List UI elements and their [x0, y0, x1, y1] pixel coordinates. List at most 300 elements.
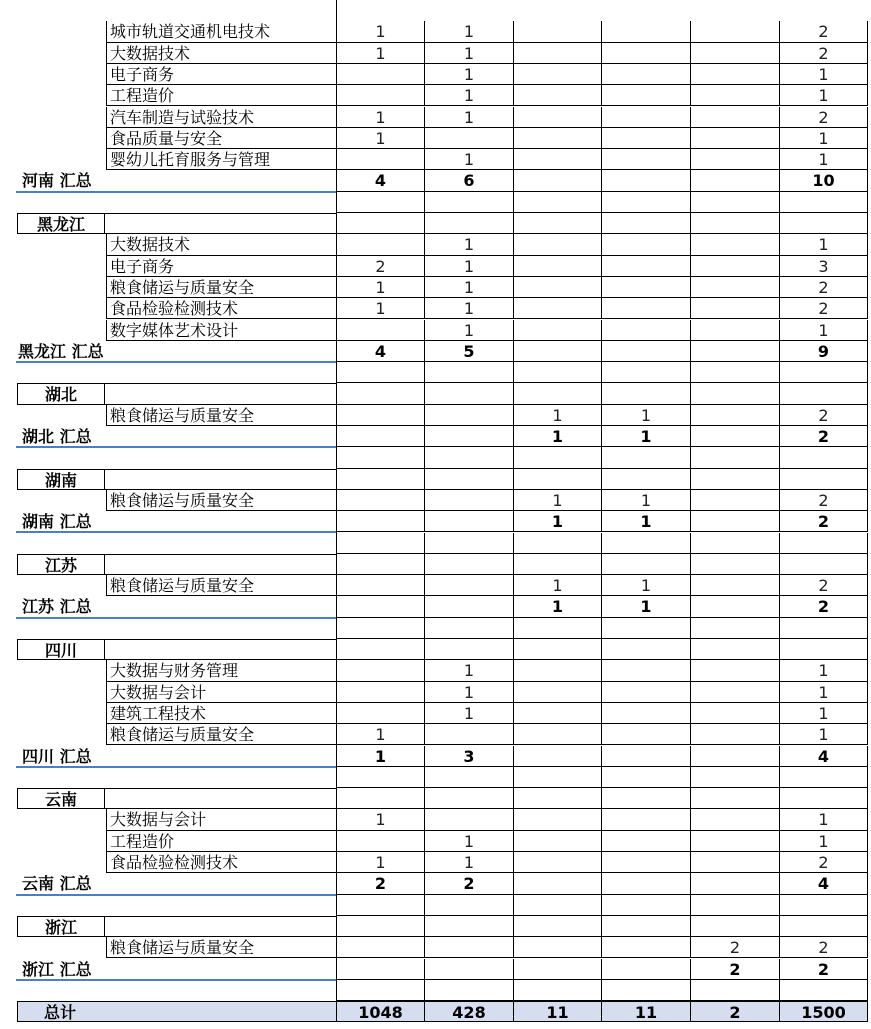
value-cell[interactable] — [425, 128, 514, 149]
province-header-cell[interactable]: 云南 — [17, 788, 105, 809]
value-cell[interactable] — [691, 85, 780, 106]
value-cell[interactable] — [425, 383, 514, 404]
value-cell[interactable] — [337, 320, 425, 341]
value-cell[interactable] — [514, 43, 602, 64]
value-cell[interactable] — [780, 895, 868, 916]
value-cell[interactable]: 2 — [780, 852, 868, 873]
value-cell[interactable] — [691, 426, 780, 447]
value-cell[interactable] — [425, 724, 514, 745]
value-cell[interactable] — [780, 980, 868, 1001]
value-cell[interactable] — [691, 618, 780, 639]
value-cell[interactable] — [514, 916, 602, 937]
value-cell[interactable] — [602, 809, 691, 830]
value-cell[interactable]: 1 — [514, 596, 602, 617]
program-name-cell[interactable]: 城市轨道交通机电技术 — [106, 21, 337, 42]
value-cell[interactable]: 1 — [425, 682, 514, 703]
value-cell[interactable]: 2 — [780, 511, 868, 532]
value-cell[interactable] — [780, 383, 868, 404]
value-cell[interactable] — [337, 788, 425, 809]
program-name-cell[interactable]: 粮食储运与质量安全 — [106, 277, 337, 298]
value-cell[interactable]: 1 — [602, 405, 691, 426]
program-name-cell[interactable]: 汽车制造与试验技术 — [106, 107, 337, 128]
province-header-cell[interactable]: 四川 — [17, 639, 105, 660]
value-cell[interactable] — [691, 511, 780, 532]
value-cell[interactable] — [514, 682, 602, 703]
value-cell[interactable] — [691, 554, 780, 575]
program-name-cell[interactable]: 电子商务 — [106, 64, 337, 85]
value-cell[interactable] — [514, 873, 602, 894]
value-cell[interactable] — [602, 788, 691, 809]
value-cell[interactable]: 2 — [780, 575, 868, 596]
program-name-cell[interactable]: 食品质量与安全 — [106, 128, 337, 149]
value-cell[interactable] — [514, 277, 602, 298]
province-summary-label[interactable]: 湖北 汇总 — [22, 427, 92, 446]
value-cell[interactable] — [602, 767, 691, 788]
value-cell[interactable] — [691, 43, 780, 64]
value-cell[interactable]: 428 — [425, 1001, 514, 1022]
value-cell[interactable] — [514, 447, 602, 468]
value-cell[interactable] — [514, 937, 602, 958]
value-cell[interactable] — [780, 767, 868, 788]
value-cell[interactable] — [337, 554, 425, 575]
value-cell[interactable] — [514, 85, 602, 106]
value-cell[interactable] — [602, 682, 691, 703]
value-cell[interactable] — [514, 21, 602, 42]
value-cell[interactable] — [514, 980, 602, 1001]
value-cell[interactable] — [691, 405, 780, 426]
province-header-cell[interactable]: 湖北 — [17, 383, 105, 404]
value-cell[interactable]: 2 — [780, 21, 868, 42]
value-cell[interactable] — [514, 170, 602, 191]
value-cell[interactable] — [691, 107, 780, 128]
value-cell[interactable] — [602, 43, 691, 64]
value-cell[interactable] — [425, 554, 514, 575]
value-cell[interactable] — [691, 192, 780, 213]
value-cell[interactable]: 1 — [602, 575, 691, 596]
value-cell[interactable]: 1 — [337, 107, 425, 128]
program-name-cell[interactable]: 工程造价 — [106, 85, 337, 106]
value-cell[interactable] — [691, 362, 780, 383]
value-cell[interactable]: 2 — [780, 107, 868, 128]
value-cell[interactable] — [514, 149, 602, 170]
value-cell[interactable] — [691, 298, 780, 319]
value-cell[interactable] — [602, 149, 691, 170]
value-cell[interactable] — [425, 809, 514, 830]
value-cell[interactable]: 3 — [425, 746, 514, 767]
value-cell[interactable] — [337, 937, 425, 958]
program-name-cell[interactable]: 建筑工程技术 — [106, 703, 337, 724]
value-cell[interactable] — [602, 234, 691, 255]
value-cell[interactable] — [514, 213, 602, 234]
value-cell[interactable]: 2 — [337, 256, 425, 277]
province-summary-label[interactable]: 河南 汇总 — [22, 171, 92, 191]
value-cell[interactable]: 1 — [514, 575, 602, 596]
value-cell[interactable] — [425, 511, 514, 532]
value-cell[interactable] — [337, 767, 425, 788]
value-cell[interactable] — [691, 746, 780, 767]
value-cell[interactable] — [514, 809, 602, 830]
value-cell[interactable]: 1 — [780, 831, 868, 852]
value-cell[interactable] — [602, 85, 691, 106]
value-cell[interactable] — [602, 256, 691, 277]
value-cell[interactable] — [780, 192, 868, 213]
value-cell[interactable] — [514, 788, 602, 809]
value-cell[interactable] — [691, 149, 780, 170]
value-cell[interactable] — [337, 213, 425, 234]
program-name-cell[interactable]: 粮食储运与质量安全 — [106, 724, 337, 745]
value-cell[interactable]: 1 — [425, 320, 514, 341]
value-cell[interactable] — [691, 64, 780, 85]
value-cell[interactable] — [337, 192, 425, 213]
value-cell[interactable] — [425, 767, 514, 788]
value-cell[interactable] — [514, 383, 602, 404]
value-cell[interactable] — [425, 596, 514, 617]
value-cell[interactable] — [602, 916, 691, 937]
value-cell[interactable] — [337, 895, 425, 916]
program-name-cell[interactable]: 大数据与财务管理 — [106, 660, 337, 681]
value-cell[interactable]: 1 — [780, 149, 868, 170]
value-cell[interactable] — [602, 895, 691, 916]
value-cell[interactable] — [691, 277, 780, 298]
value-cell[interactable] — [514, 128, 602, 149]
value-cell[interactable] — [514, 852, 602, 873]
value-cell[interactable] — [691, 980, 780, 1001]
value-cell[interactable] — [337, 405, 425, 426]
value-cell[interactable]: 4 — [337, 341, 425, 362]
value-cell[interactable]: 1 — [425, 703, 514, 724]
value-cell[interactable]: 1 — [425, 234, 514, 255]
value-cell[interactable] — [602, 298, 691, 319]
value-cell[interactable]: 2 — [780, 426, 868, 447]
value-cell[interactable] — [514, 618, 602, 639]
value-cell[interactable]: 1 — [780, 85, 868, 106]
value-cell[interactable] — [514, 107, 602, 128]
value-cell[interactable] — [691, 533, 780, 554]
value-cell[interactable] — [425, 639, 514, 660]
value-cell[interactable]: 1 — [337, 809, 425, 830]
value-cell[interactable] — [691, 128, 780, 149]
value-cell[interactable]: 1 — [780, 809, 868, 830]
program-name-cell[interactable]: 粮食储运与质量安全 — [106, 405, 337, 426]
value-cell[interactable] — [691, 490, 780, 511]
value-cell[interactable] — [602, 660, 691, 681]
value-cell[interactable]: 2 — [780, 490, 868, 511]
program-name-cell[interactable]: 粮食储运与质量安全 — [106, 490, 337, 511]
value-cell[interactable]: 2 — [780, 959, 868, 980]
value-cell[interactable] — [337, 575, 425, 596]
value-cell[interactable] — [514, 341, 602, 362]
value-cell[interactable] — [425, 959, 514, 980]
value-cell[interactable]: 1 — [337, 277, 425, 298]
value-cell[interactable] — [425, 447, 514, 468]
value-cell[interactable]: 1 — [337, 128, 425, 149]
value-cell[interactable] — [425, 490, 514, 511]
value-cell[interactable] — [337, 959, 425, 980]
value-cell[interactable]: 4 — [337, 170, 425, 191]
value-cell[interactable]: 11 — [514, 1001, 602, 1022]
value-cell[interactable]: 10 — [780, 170, 868, 191]
value-cell[interactable]: 2 — [691, 937, 780, 958]
value-cell[interactable] — [337, 703, 425, 724]
value-cell[interactable] — [691, 341, 780, 362]
value-cell[interactable]: 9 — [780, 341, 868, 362]
value-cell[interactable] — [337, 980, 425, 1001]
program-name-cell[interactable]: 粮食储运与质量安全 — [106, 575, 337, 596]
province-summary-label[interactable]: 黑龙江 汇总 — [18, 341, 104, 361]
value-cell[interactable] — [780, 788, 868, 809]
value-cell[interactable]: 5 — [425, 341, 514, 362]
value-cell[interactable] — [691, 852, 780, 873]
value-cell[interactable] — [691, 21, 780, 42]
province-summary-label[interactable]: 江苏 汇总 — [22, 597, 92, 617]
value-cell[interactable]: 1 — [337, 298, 425, 319]
program-name-cell[interactable]: 大数据与会计 — [106, 809, 337, 830]
value-cell[interactable]: 1 — [337, 21, 425, 42]
value-cell[interactable] — [691, 213, 780, 234]
program-name-cell[interactable]: 婴幼儿托育服务与管理 — [106, 149, 337, 170]
value-cell[interactable]: 1 — [425, 21, 514, 42]
value-cell[interactable] — [514, 320, 602, 341]
value-cell[interactable] — [514, 724, 602, 745]
value-cell[interactable] — [602, 533, 691, 554]
value-cell[interactable] — [602, 959, 691, 980]
value-cell[interactable]: 2 — [425, 873, 514, 894]
value-cell[interactable] — [691, 469, 780, 490]
value-cell[interactable] — [602, 320, 691, 341]
value-cell[interactable] — [691, 596, 780, 617]
program-name-cell[interactable]: 数字媒体艺术设计 — [106, 320, 337, 341]
value-cell[interactable] — [602, 362, 691, 383]
value-cell[interactable] — [514, 234, 602, 255]
value-cell[interactable] — [602, 170, 691, 191]
value-cell[interactable]: 1 — [425, 298, 514, 319]
value-cell[interactable] — [691, 788, 780, 809]
value-cell[interactable]: 1 — [514, 511, 602, 532]
value-cell[interactable] — [602, 447, 691, 468]
value-cell[interactable] — [425, 895, 514, 916]
value-cell[interactable]: 1048 — [337, 1001, 425, 1022]
value-cell[interactable]: 1 — [425, 831, 514, 852]
value-cell[interactable]: 2 — [691, 1001, 780, 1022]
value-cell[interactable] — [691, 724, 780, 745]
value-cell[interactable] — [602, 873, 691, 894]
value-cell[interactable] — [514, 660, 602, 681]
value-cell[interactable] — [602, 639, 691, 660]
value-cell[interactable] — [691, 170, 780, 191]
value-cell[interactable] — [780, 916, 868, 937]
program-name-cell[interactable]: 大数据技术 — [106, 43, 337, 64]
value-cell[interactable] — [691, 639, 780, 660]
value-cell[interactable] — [780, 554, 868, 575]
value-cell[interactable] — [602, 980, 691, 1001]
value-cell[interactable] — [514, 554, 602, 575]
value-cell[interactable] — [691, 873, 780, 894]
value-cell[interactable] — [691, 660, 780, 681]
value-cell[interactable] — [691, 320, 780, 341]
value-cell[interactable]: 1 — [425, 85, 514, 106]
value-cell[interactable] — [425, 575, 514, 596]
value-cell[interactable] — [691, 256, 780, 277]
value-cell[interactable]: 2 — [780, 43, 868, 64]
value-cell[interactable]: 1 — [780, 320, 868, 341]
value-cell[interactable] — [514, 256, 602, 277]
value-cell[interactable]: 4 — [780, 873, 868, 894]
program-name-cell[interactable]: 大数据技术 — [106, 234, 337, 255]
value-cell[interactable] — [337, 362, 425, 383]
value-cell[interactable] — [691, 916, 780, 937]
value-cell[interactable] — [514, 703, 602, 724]
value-cell[interactable] — [514, 639, 602, 660]
value-cell[interactable] — [602, 277, 691, 298]
value-cell[interactable] — [425, 192, 514, 213]
value-cell[interactable]: 1 — [602, 511, 691, 532]
province-header-cell[interactable]: 江苏 — [17, 554, 105, 575]
value-cell[interactable] — [425, 916, 514, 937]
value-cell[interactable] — [780, 639, 868, 660]
value-cell[interactable]: 1 — [780, 234, 868, 255]
value-cell[interactable]: 1 — [602, 490, 691, 511]
value-cell[interactable] — [602, 554, 691, 575]
value-cell[interactable]: 1 — [425, 660, 514, 681]
program-name-cell[interactable]: 电子商务 — [106, 256, 337, 277]
value-cell[interactable] — [337, 64, 425, 85]
value-cell[interactable] — [425, 405, 514, 426]
province-summary-label[interactable]: 浙江 汇总 — [22, 959, 92, 979]
program-name-cell[interactable]: 食品检验检测技术 — [106, 298, 337, 319]
value-cell[interactable]: 2 — [691, 959, 780, 980]
value-cell[interactable]: 1 — [514, 405, 602, 426]
program-name-cell[interactable]: 粮食储运与质量安全 — [106, 937, 337, 958]
value-cell[interactable] — [691, 234, 780, 255]
province-summary-label[interactable]: 四川 汇总 — [22, 746, 92, 766]
value-cell[interactable]: 1 — [514, 490, 602, 511]
value-cell[interactable] — [337, 234, 425, 255]
value-cell[interactable]: 1 — [425, 107, 514, 128]
program-name-cell[interactable]: 大数据与会计 — [106, 682, 337, 703]
value-cell[interactable]: 1 — [425, 43, 514, 64]
value-cell[interactable] — [780, 362, 868, 383]
value-cell[interactable] — [514, 469, 602, 490]
value-cell[interactable]: 3 — [780, 256, 868, 277]
value-cell[interactable] — [602, 383, 691, 404]
value-cell[interactable]: 1 — [780, 682, 868, 703]
value-cell[interactable] — [425, 469, 514, 490]
value-cell[interactable] — [425, 980, 514, 1001]
value-cell[interactable] — [425, 937, 514, 958]
value-cell[interactable]: 6 — [425, 170, 514, 191]
value-cell[interactable]: 1 — [425, 852, 514, 873]
grand-total-label[interactable]: 总计 — [17, 1001, 337, 1022]
value-cell[interactable]: 1 — [602, 596, 691, 617]
value-cell[interactable] — [691, 831, 780, 852]
value-cell[interactable] — [514, 746, 602, 767]
value-cell[interactable] — [780, 469, 868, 490]
value-cell[interactable] — [602, 852, 691, 873]
value-cell[interactable] — [514, 767, 602, 788]
value-cell[interactable] — [602, 341, 691, 362]
value-cell[interactable] — [691, 383, 780, 404]
value-cell[interactable] — [337, 149, 425, 170]
value-cell[interactable] — [337, 85, 425, 106]
value-cell[interactable]: 1 — [425, 277, 514, 298]
value-cell[interactable] — [780, 213, 868, 234]
value-cell[interactable] — [425, 213, 514, 234]
value-cell[interactable] — [691, 447, 780, 468]
value-cell[interactable] — [337, 916, 425, 937]
value-cell[interactable] — [337, 447, 425, 468]
value-cell[interactable] — [780, 447, 868, 468]
value-cell[interactable]: 2 — [780, 596, 868, 617]
value-cell[interactable] — [602, 213, 691, 234]
value-cell[interactable]: 2 — [780, 405, 868, 426]
province-header-cell[interactable]: 黑龙江 — [17, 213, 105, 234]
value-cell[interactable] — [337, 660, 425, 681]
value-cell[interactable] — [691, 767, 780, 788]
value-cell[interactable] — [425, 426, 514, 447]
value-cell[interactable] — [337, 618, 425, 639]
value-cell[interactable] — [425, 533, 514, 554]
value-cell[interactable] — [602, 746, 691, 767]
value-cell[interactable] — [602, 618, 691, 639]
value-cell[interactable] — [514, 64, 602, 85]
value-cell[interactable] — [514, 959, 602, 980]
value-cell[interactable] — [337, 533, 425, 554]
value-cell[interactable] — [602, 703, 691, 724]
value-cell[interactable]: 1 — [425, 64, 514, 85]
province-summary-label[interactable]: 湖南 汇总 — [22, 512, 92, 532]
value-cell[interactable] — [691, 682, 780, 703]
value-cell[interactable] — [337, 490, 425, 511]
value-cell[interactable] — [780, 618, 868, 639]
value-cell[interactable]: 1 — [780, 64, 868, 85]
value-cell[interactable]: 1 — [337, 724, 425, 745]
value-cell[interactable] — [780, 533, 868, 554]
value-cell[interactable]: 2 — [780, 298, 868, 319]
value-cell[interactable] — [602, 937, 691, 958]
value-cell[interactable]: 1 — [780, 660, 868, 681]
value-cell[interactable] — [337, 682, 425, 703]
value-cell[interactable] — [691, 895, 780, 916]
value-cell[interactable] — [602, 21, 691, 42]
value-cell[interactable] — [337, 426, 425, 447]
value-cell[interactable] — [602, 107, 691, 128]
value-cell[interactable]: 4 — [780, 746, 868, 767]
value-cell[interactable] — [425, 362, 514, 383]
value-cell[interactable]: 1500 — [780, 1001, 868, 1022]
value-cell[interactable]: 1 — [602, 426, 691, 447]
value-cell[interactable] — [514, 192, 602, 213]
value-cell[interactable]: 1 — [514, 426, 602, 447]
province-summary-label[interactable]: 云南 汇总 — [22, 874, 92, 894]
value-cell[interactable] — [691, 703, 780, 724]
value-cell[interactable] — [691, 809, 780, 830]
value-cell[interactable] — [691, 575, 780, 596]
value-cell[interactable] — [425, 788, 514, 809]
value-cell[interactable] — [514, 298, 602, 319]
value-cell[interactable]: 1 — [780, 128, 868, 149]
value-cell[interactable] — [337, 596, 425, 617]
value-cell[interactable] — [514, 533, 602, 554]
value-cell[interactable] — [602, 192, 691, 213]
value-cell[interactable]: 1 — [425, 256, 514, 277]
value-cell[interactable]: 2 — [780, 937, 868, 958]
program-name-cell[interactable]: 工程造价 — [106, 831, 337, 852]
value-cell[interactable] — [602, 64, 691, 85]
value-cell[interactable] — [337, 383, 425, 404]
value-cell[interactable] — [337, 639, 425, 660]
value-cell[interactable] — [602, 831, 691, 852]
value-cell[interactable]: 1 — [780, 724, 868, 745]
